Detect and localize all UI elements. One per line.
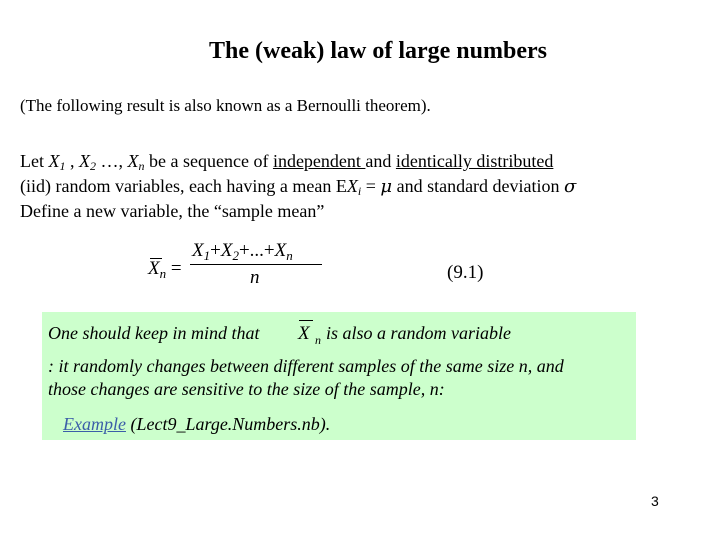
term-independent: independent (272, 151, 366, 171)
page-number: 3 (651, 493, 659, 509)
definition-line-1: Let $X_1$ , $X_2$ …, $X_n$ be a sequence of independent and identically distributed (20, 151, 554, 173)
note-line-1: One should keep in mind that (48, 323, 260, 343)
formula-numerator: $X_1+X_2+...+X_n$ (192, 240, 293, 263)
note-explanation (48, 355, 564, 401)
mu-symbol: μ (380, 176, 393, 197)
var-xn: $X_n$ (127, 151, 145, 173)
note-line-3: those changes are sensitive to the size of the sample, n: (48, 379, 445, 399)
definition-line-3: Define a new variable, the “sample mean” (20, 201, 325, 221)
sample-mean-formula (148, 240, 348, 290)
equation-number: (9.1) (447, 262, 484, 283)
var-xi: $X_i$ (346, 176, 362, 198)
example-link[interactable]: Example (63, 414, 126, 434)
note-line-1-end: is also a random variable (326, 323, 512, 343)
slide-subtitle: (The following result is also known as a Bernoulli theorem). (20, 96, 431, 115)
definition-paragraph (20, 149, 576, 224)
overline-bar (299, 320, 313, 321)
definition-line-2: (iid) random variables, each having a mean $EX_i = \mu$ and standard deviation σ (20, 176, 577, 198)
var-x1: $X_1$ (48, 151, 66, 173)
example-line (63, 414, 330, 435)
formula-denominator: n (250, 267, 260, 288)
term-identically-distributed: identically distributed (395, 151, 554, 171)
slide-title: The (weak) law of large numbers (209, 38, 547, 64)
var-x2: $X_2$ (79, 151, 96, 173)
example-filename: (Lect9_Large.Numbers.nb). (125, 414, 331, 434)
note-box (42, 312, 636, 440)
sigma-symbol: σ (564, 176, 577, 197)
xbar-symbol: X n (298, 318, 326, 348)
fraction-line (190, 264, 322, 265)
note-line-2: : it randomly changes between different samples of the same size n, and (48, 356, 564, 376)
formula-lhs: $X_n$ = (148, 258, 182, 281)
